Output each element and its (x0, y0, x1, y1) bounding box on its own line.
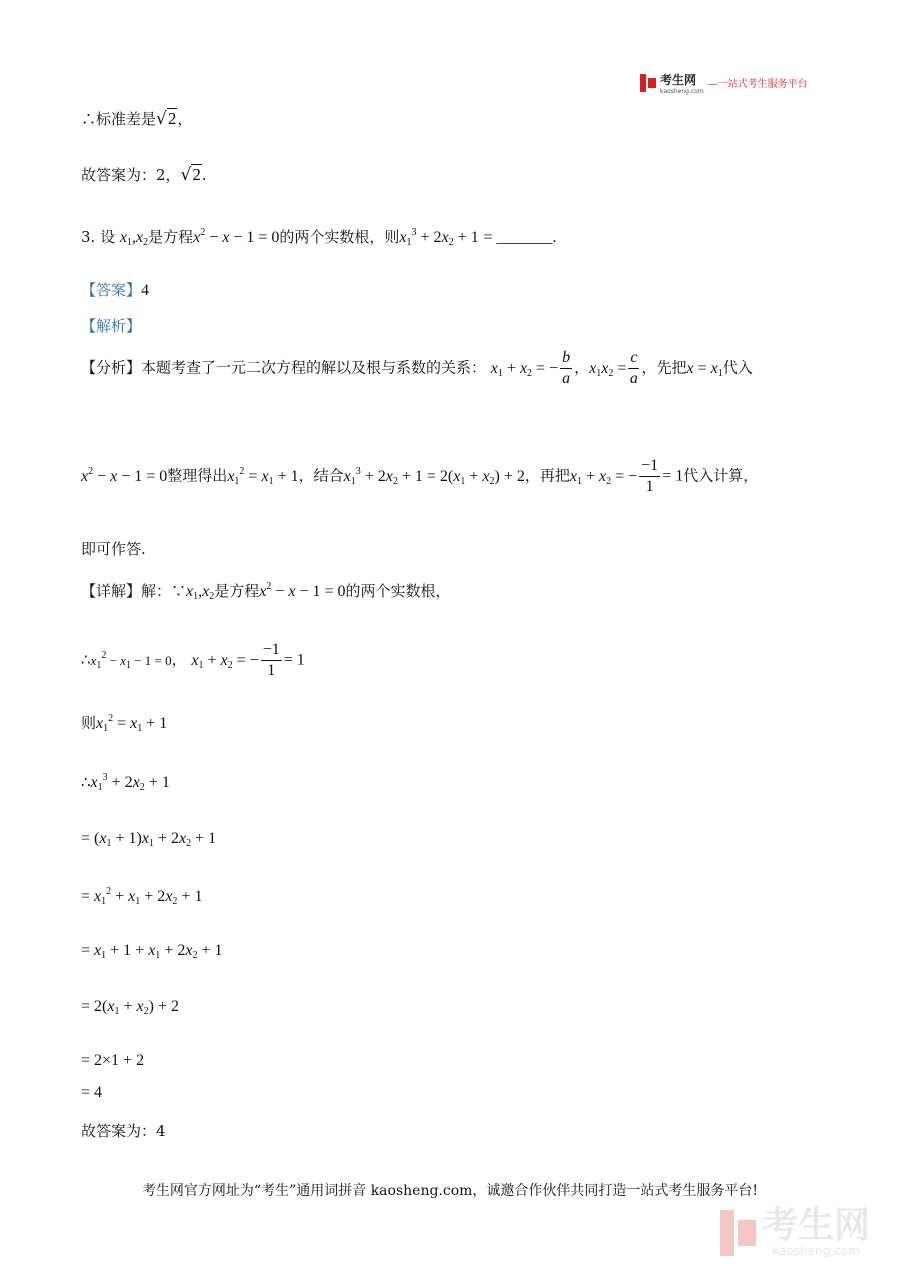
step-5: = 2×1 + 2 (81, 1052, 145, 1069)
therefore-line-2: $\therefore x_1^3 + 2x_2 + 1$ (81, 772, 170, 793)
final-answer: 故答案为：4 (81, 1122, 166, 1140)
step-4: = $2(x_1 + x_2) + 2$ (81, 998, 179, 1017)
answer-label-line: 【答案】4 (81, 281, 150, 299)
question-3: 3. 设 $x_1,x_2$是方程$x^2 - x - 1 = 0$的两个实数根，则$x_1^3 + 2x_2 + 1$ = _______. (81, 227, 557, 248)
header-logo (640, 70, 808, 95)
answer-line-1: 故答案为：2，√2. (81, 165, 207, 185)
analysis-label: 【解析】 (81, 317, 142, 335)
step-2: = $x_1^2 + x_1 + 2x_2 + 1$ (81, 886, 203, 907)
ze-line: 则$x_1^2 = x_1 + 1$ (81, 713, 168, 734)
step-6: = 4 (81, 1084, 103, 1101)
header-slogan: —一站式考生服务平台 (707, 79, 808, 90)
jike-line: 即可作答. (81, 540, 146, 558)
step-3: = $x_1 + 1 + x_1 + 2x_2 + 1$ (81, 942, 223, 961)
kaosheng-logo-icon (640, 74, 656, 92)
std-line: ∴标准差是√2， (81, 109, 193, 129)
step-1: = $(x_1 + 1)x_1 + 2x_2 + 1$ (81, 830, 217, 849)
kaosheng-watermark-icon (720, 1210, 756, 1256)
logo-wordmark: 考生网 kaosheng.com (660, 73, 704, 95)
footer-text: 考生网官方网址为“考生”通用词拼音 kaosheng.com，诚邀合作伙伴共同打造一站式考生服务平台! (141, 1183, 759, 1199)
therefore-line-1: $\therefore x_1^2 - x_1 - 1 = 0$， $x_1 + x_2$ = − $\frac{-1}{1}$ = 1 (81, 641, 305, 679)
watermark-logo: 考生网 kaosheng.com (720, 1208, 870, 1258)
sqrt-2-answer: √2 (180, 165, 201, 185)
zhengli-line: $x^2 - x - 1 = 0$整理得出$x_1^2 = x_1 + 1$，结合$x_1^3 + 2x_2 + 1 = 2(x_1 + x_2) + 2$，再把$x_1 + x_2$ = − $\frac{-1}{1}$ = 1代入计算， (81, 457, 759, 495)
xiangjie-line: 【详解】解：$\because x_1,x_2$是方程$x^2 - x - 1 = 0$的两个实数根， (81, 581, 451, 602)
fenxi-line: 【分析】本题考查了一元二次方程的解以及根与系数的关系： $x_1 + x_2$ = − $\frac{b}{a}$ ，$x_1x_2$ = $\frac{c}{a}$ ，先把$x = x_1$代入 (81, 349, 753, 387)
sqrt-2: √2 (156, 109, 177, 129)
